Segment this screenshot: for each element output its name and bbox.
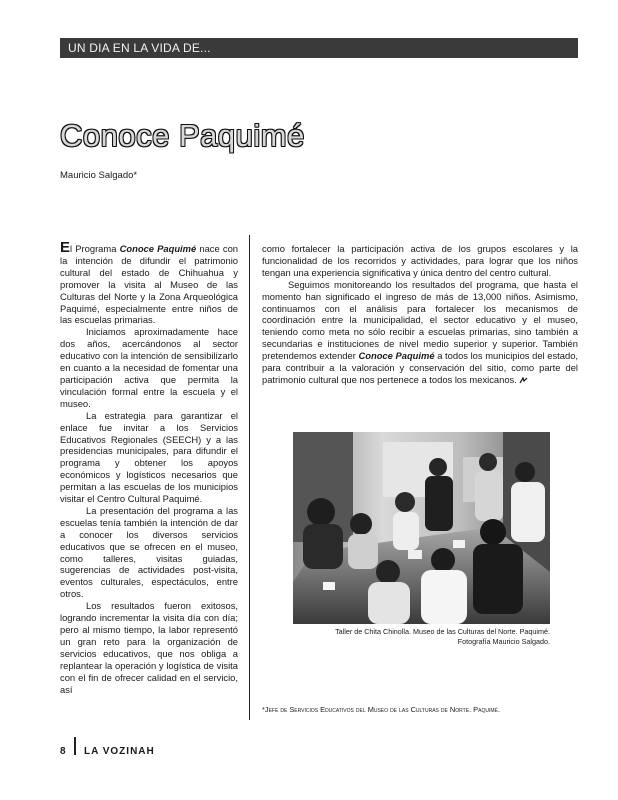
program-name-2: Conoce Paquimé <box>358 350 435 362</box>
author-footnote <box>262 705 578 714</box>
end-of-article-icon <box>519 377 528 383</box>
column-left <box>60 239 238 695</box>
column-divider <box>249 235 250 720</box>
magazine-name: LA VOZINAH <box>84 746 155 757</box>
section-title: UN DIA EN LA VIDA DE... <box>68 41 211 55</box>
paragraph-1: El Programa Conoce Paquimé nace con la intención de difundir el patrimonio cultural del estado de Chihuahua y promover la visita al Museo de las Culturas del Norte y la Zona Arqueológica Paquimé, especialmente entre niños de las escuelas primarias. <box>60 239 238 326</box>
page-number: 8 <box>60 746 66 757</box>
article-author: Mauricio Salgado* <box>60 170 138 181</box>
paragraph-4: La presentación del programa a las escuelas tenía también la intención de dar a conocer los diversos servicios educativos que se ofrecen en el museo, como talleres, visitas guiadas, sugerencias de actividades post-visita, eventos culturales, espectáculos, entre otros. <box>60 504 238 600</box>
photo-credit: Fotografía Mauricio Salgado. <box>457 637 550 646</box>
workshop-photo <box>293 432 550 624</box>
paragraph-7: Seguimos monitoreando los resultados del programa, que hasta el momento han significado el ingreso de más de 13,000 niños. Asimismo, continuamos con el análisis para fortalecer los mecanismos de coordinación entre la municipalidad, el sector educativo y el museo, teniendo como meta no sólo recibir a escuelas primarias, sino también a secundarias e instituciones de nivel medio superior y superior. También pretendemos extender Conoce Paquimé a todos los municipios del estado, para contribuir a la valoración y conservación del sitio, como parte del patrimonio cultural que nos pertenece a todos los mexicanos. <box>262 278 579 385</box>
paragraph-3: La estrategia para garantizar el enlace fue invitar a los Servicios Educativos Regionales (SEECH) y a las presidencias municipales, para difundir el programa y obtener los apoyos económicos y logísticos necesarios que permitan a las escuelas de los municipios visitar el Centro Cultural Paquimé. <box>60 409 238 505</box>
article-title: Conoce Paquimé <box>60 118 305 153</box>
footer-divider <box>74 737 76 755</box>
section-banner <box>60 38 578 58</box>
paragraph-5: Los resultados fueron exitosos, logrando incrementar la visita día con día; pero al mismo tiempo, la labor representó un gran reto para la organización de servicios educativos, que nos obliga a replantear la operación y logística de visita con el fin de ofrecer calidad en el servicio, así <box>60 600 238 695</box>
drop-cap: E <box>60 239 71 256</box>
column-right <box>262 243 578 386</box>
paragraph-6: como fortalecer la participación activa de los grupos escolares y la funcionalidad de los recorridos y actividades, para lograr que los niños tengan una experiencia significativa y única dentro del centro cultural. <box>262 243 578 278</box>
photo-caption-line-1: Taller de Chita Chinolla. Museo de las Culturas del Norte. Paquimé. <box>335 627 550 636</box>
photo-caption <box>300 627 550 647</box>
paragraph-2: Iniciamos aproximadamente hace dos años, acercándonos al sector educativo con la intención de sensibilizarlo en cuanto a la necesidad de fomentar una participación activa que permita la vinculación formal entre la escuela y el museo. <box>60 326 238 409</box>
program-name: Conoce Paquimé <box>119 243 197 254</box>
footnote-text: *Jefe de Servicios Educativos del Museo de las Culturas de Norte. Paquimé. <box>262 705 500 714</box>
workshop-photo-image <box>293 432 550 624</box>
